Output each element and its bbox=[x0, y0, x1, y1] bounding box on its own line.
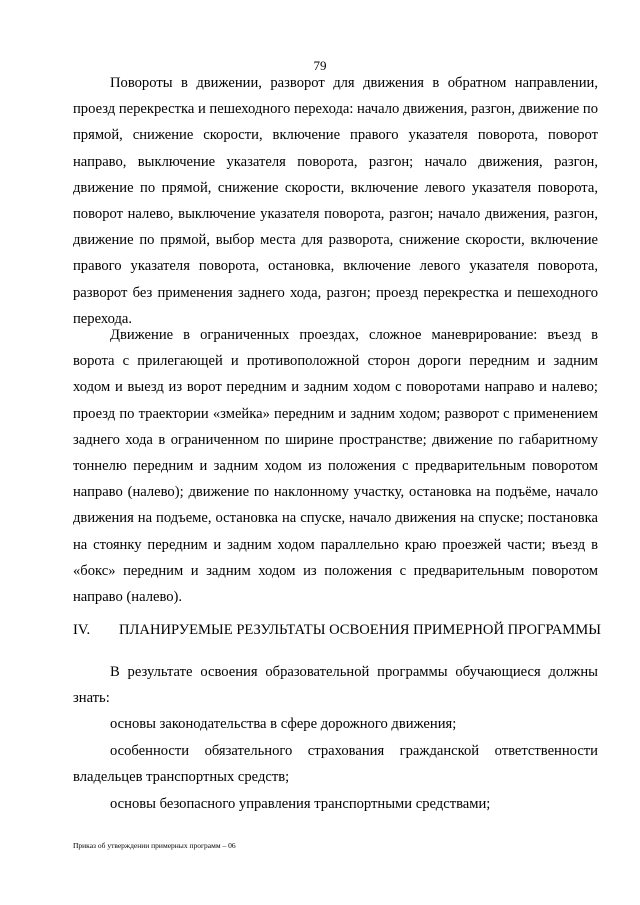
page-footer: Приказ об утверждении примерных программ – 06 bbox=[73, 841, 236, 850]
list-item bbox=[73, 738, 598, 790]
page-number: 79 bbox=[313, 58, 327, 73]
list-item bbox=[73, 791, 598, 817]
paragraph-text: В результате освоения образовательной программы обучающиеся должны знать: bbox=[73, 664, 598, 707]
section-number: IV. bbox=[73, 622, 91, 638]
paragraph-maneuvering bbox=[73, 322, 598, 610]
list-item-text: основы законодательства в сфере дорожного движения; bbox=[110, 716, 457, 732]
paragraph-text: Движение в ограниченных проездах, сложное маневрирование: въезд в ворота с прилегающей и противоположной сторон дороги передним и задним ходом и выезд из ворот передним и задним ходом с поворотами направо и налево; проезд по траектории «змейка» передним и задним ходом; разворот с применением заднего хода в ограниченном по ширине пространстве; движение по габаритному тоннелю передним и задним ходом из положения с предварительным поворотом направо (налево); движение по наклонному участку, остановка на подъёме, начало движения на подъеме, остановка на спуске, начало движения на спуске; постановка на стоянку передним и задним ходом параллельно краю проезжей части; въезд в «бокс» передним и задним ходом из положения с предварительным поворотом направо (налево). bbox=[73, 327, 598, 606]
paragraph-text: Повороты в движении, разворот для движения в обратном направлении, проезд перекрестка и пешеходного перехода: начало движения, разгон, движение по прямой, снижение скорости, включение правого указателя поворота, поворот направо, выключение указателя поворота, разгон; начало движения, разгон, движение по прямой, снижение скорости, включение левого указателя поворота, поворот налево, выключение указателя поворота, разгон; начало движения, разгон, движение по прямой, выбор места для разворота, снижение скорости, включение правого указателя поворота, остановка, включение левого указателя поворота, разворот без применения заднего хода, разгон; проезд перекрестка и пешеходного перехода. bbox=[73, 75, 598, 327]
paragraph-turns bbox=[73, 70, 598, 332]
paragraph-intro bbox=[73, 659, 598, 711]
list-item-text: основы безопасного управления транспортными средствами; bbox=[110, 796, 491, 812]
section-title: ПЛАНИРУЕМЫЕ РЕЗУЛЬТАТЫ ОСВОЕНИЯ ПРИМЕРНОЙ ПРОГРАММЫ bbox=[119, 622, 601, 638]
list-item bbox=[73, 711, 598, 737]
section-heading bbox=[73, 620, 601, 640]
list-item-text: особенности обязательного страхования гражданской ответственности владельцев транспортных средств; bbox=[73, 743, 598, 786]
